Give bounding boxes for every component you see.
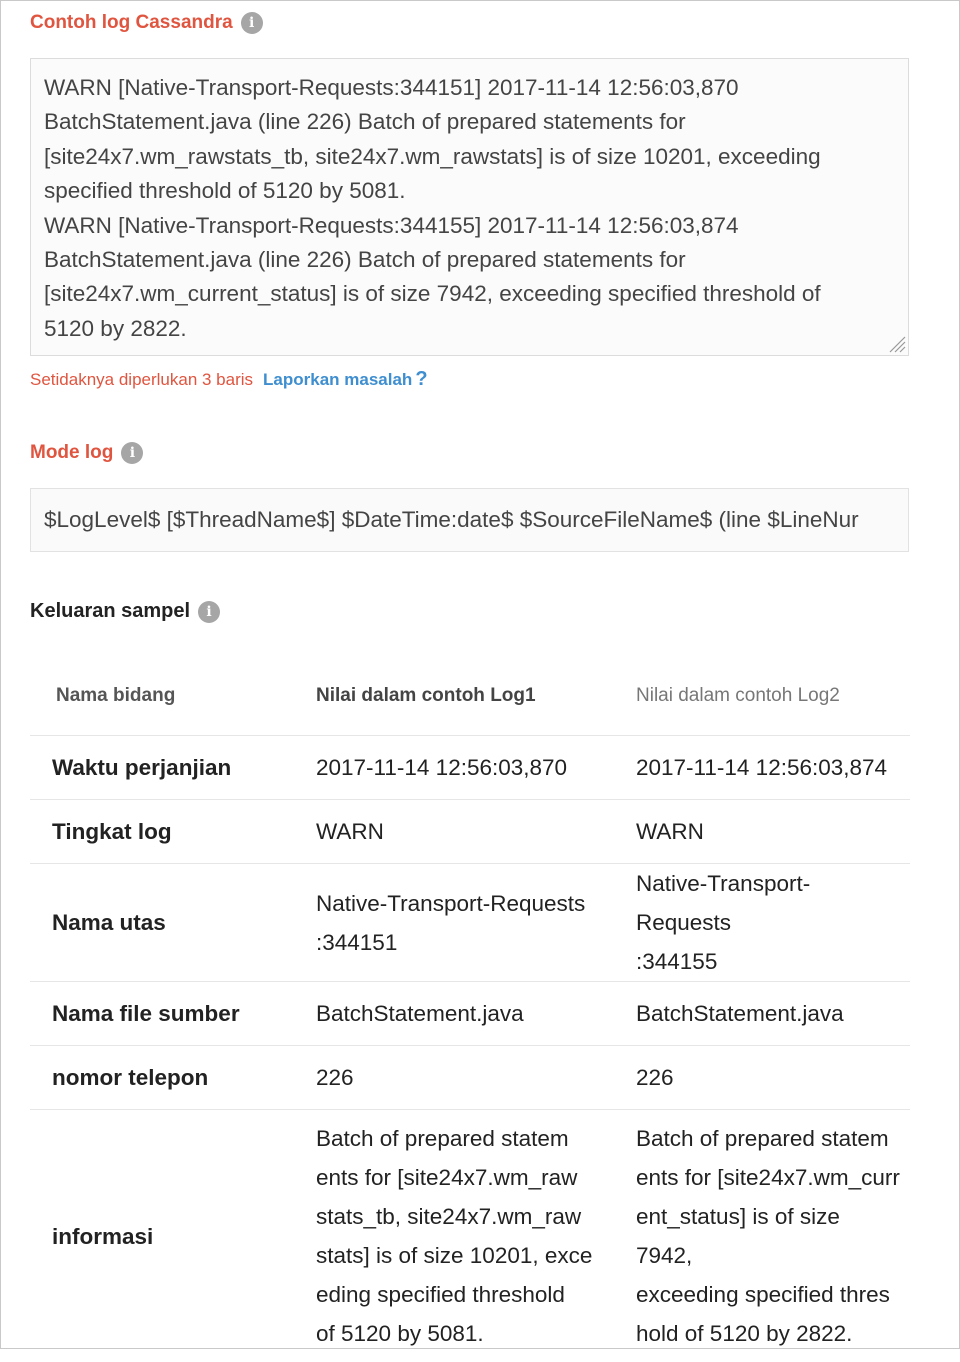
sample-output-title-text: Keluaran sampel [30,600,190,623]
log2-value: 226 [616,1046,910,1110]
value-line: Batch of prepared statem [316,1119,608,1158]
field-name: Nama file sumber [30,982,290,1046]
field-name: Nama utas [30,864,290,982]
log2-value [616,1110,910,1362]
table-row [30,864,910,982]
sample-log-textarea[interactable] [30,58,909,356]
header-log2-value: Nilai dalam contoh Log2 [616,656,910,736]
report-issue-help-icon[interactable]: ? [415,368,427,391]
value-line: Native-Transport-Requests [636,864,900,942]
field-name: Tingkat log [30,800,290,864]
log1-value [290,864,616,982]
table-row [30,1110,910,1362]
resize-grip-icon[interactable] [886,333,906,353]
table-row [30,800,910,864]
log-pattern-label [30,442,143,464]
table-header-row [30,656,910,736]
table-row [30,1046,910,1110]
value-line: stats] is of size 10201, exce [316,1236,608,1275]
log2-value [616,864,910,982]
value-line: eding specified threshold [316,1275,608,1314]
log2-value: BatchStatement.java [616,982,910,1046]
value-line: Native-Transport-Requests [316,884,608,923]
log-pattern-input[interactable]: $LogLevel$ [$ThreadName$] $DateTime:date$ $SourceFileName$ (line $LineNur [30,488,909,552]
log1-value: WARN [290,800,616,864]
report-issue-link[interactable]: Laporkan masalah [263,370,412,390]
log2-value: WARN [616,800,910,864]
log-line: specified threshold of 5120 by 5081. [44,174,896,208]
header-field-name: Nama bidang [30,656,290,736]
value-line: exceeding specified thres [636,1275,900,1314]
log-line: WARN [Native-Transport-Requests:344155] 2017-11-14 12:56:03,874 [44,209,896,243]
value-line: stats_tb, site24x7.wm_raw [316,1197,608,1236]
log-pattern-label-text: Mode log [30,442,113,464]
value-line: ents for [site24x7.wm_curr [636,1158,900,1197]
value-line: hold of 5120 by 2822. [636,1314,900,1353]
info-icon[interactable]: i [241,12,263,34]
log1-value: 226 [290,1046,616,1110]
log-line: BatchStatement.java (line 226) Batch of prepared statements for [44,105,896,139]
field-name: nomor telepon [30,1046,290,1110]
table-row [30,982,910,1046]
log1-value [290,1110,616,1362]
log-line: [site24x7.wm_current_status] is of size 7942, exceeding specified threshold of [44,277,896,311]
field-name: informasi [30,1110,290,1362]
value-line: ent_status] is of size 7942, [636,1197,900,1275]
sample-log-label-text: Contoh log Cassandra [30,12,233,34]
header-log1-value: Nilai dalam contoh Log1 [290,656,616,736]
sample-output-table [30,656,910,1362]
log-line: BatchStatement.java (line 226) Batch of prepared statements for [44,243,896,277]
info-icon[interactable]: i [121,442,143,464]
log-line: [site24x7.wm_rawstats_tb, site24x7.wm_rawstats] is of size 10201, exceeding [44,140,896,174]
table-row [30,736,910,800]
value-line: Batch of prepared statem [636,1119,900,1158]
log1-value: 2017-11-14 12:56:03,870 [290,736,616,800]
value-line: :344155 [636,942,900,981]
info-icon[interactable]: i [198,601,220,623]
log-line: 5120 by 2822. [44,312,896,346]
field-name: Waktu perjanjian [30,736,290,800]
value-line: ents for [site24x7.wm_raw [316,1158,608,1197]
log1-value: BatchStatement.java [290,982,616,1046]
log2-value: 2017-11-14 12:56:03,874 [616,736,910,800]
helper-row [30,368,428,391]
min-lines-warning: Setidaknya diperlukan 3 baris [30,370,253,390]
sample-log-label [30,12,263,34]
value-line: :344151 [316,923,608,962]
log-line: WARN [Native-Transport-Requests:344151] 2017-11-14 12:56:03,870 [44,71,896,105]
value-line: of 5120 by 5081. [316,1314,608,1353]
sample-output-title [30,600,220,623]
